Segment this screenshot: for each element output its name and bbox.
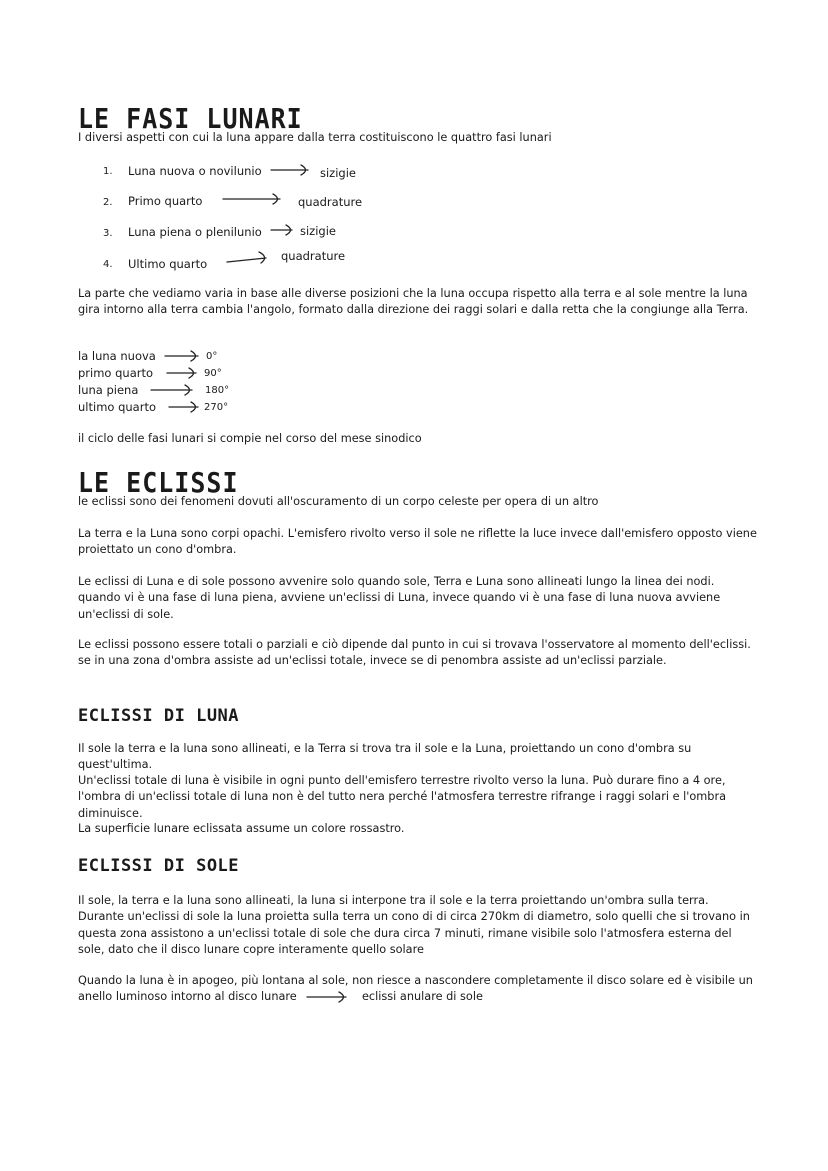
title-fasi-lunari: LE FASI LUNARI <box>78 102 303 135</box>
result-text: eclissi anulare di sole <box>361 990 483 1004</box>
subtitle-eclissi-di-sole: ECLISSI DI SOLE <box>78 856 240 876</box>
arrow-right-icon <box>270 163 314 177</box>
arrow-right-icon <box>306 990 352 1004</box>
arrow-right-icon <box>150 383 200 397</box>
list-item-type: quadrature <box>281 249 346 263</box>
paragraph: Le eclissi possono essere totali o parziali e ciò dipende dal punto in cui si trovava l'osservatore al momento dell'eclissi. se in una zona d'ombra assiste ad un'eclissi totale, invece se di penombra assiste ad un'eclissi parziale. <box>78 638 751 668</box>
list-item: Primo quarto <box>128 194 203 208</box>
paragraph: Il sole la terra e la luna sono allineati, e la Terra si trova tra il sole e la Luna, proiettando un cono d'ombra su quest'ultima. <box>78 742 692 772</box>
list-item: Luna piena o plenilunio <box>128 225 262 239</box>
paragraph-text: Quando la luna è in apogeo, più lontana al sole, non riesce a nascondere completamente il disco solare ed è visibile un anello luminoso intorno al disco lunare <box>78 974 753 1004</box>
arrow-right-icon <box>226 249 274 267</box>
angle-value: 180° <box>205 385 230 396</box>
arrow-right-icon <box>168 400 204 414</box>
list-item-number: 4. <box>103 259 113 270</box>
angle-label: primo quarto <box>78 366 154 380</box>
angle-label: la luna nuova <box>78 349 156 363</box>
paragraph: La superficie lunare eclissata assume un colore rossastro. <box>78 822 405 835</box>
list-item-number: 3. <box>103 228 113 239</box>
list-item-number: 2. <box>103 197 113 208</box>
paragraph: il ciclo delle fasi lunari si compie nel corso del mese sinodico <box>78 432 422 445</box>
list-item-type: sizigie <box>300 224 336 238</box>
arrow-right-icon <box>164 350 206 364</box>
paragraph: La terra e la Luna sono corpi opachi. L'emisfero rivolto verso il sole ne riflette la luce invece dall'emisfero opposto viene proiettato un cono d'ombra. <box>78 527 757 557</box>
paragraph: La parte che vediamo varia in base alle diverse posizioni che la luna occupa rispetto alla terra e al sole mentre la luna gira intorno alla terra cambia l'angolo, formato dalla direzione dei raggi solari e dalla retta che la congiunge alla Terra. <box>78 287 749 317</box>
intro-text: I diversi aspetti con cui la luna appare dalla terra costituiscono le quattro fasi lunari <box>78 131 552 144</box>
subtitle-eclissi-di-luna: ECLISSI DI LUNA <box>78 706 240 726</box>
title-eclissi: LE ECLISSI <box>78 466 239 499</box>
list-item-type: quadrature <box>298 195 363 209</box>
list-item-type: sizigie <box>320 166 356 180</box>
angle-value: 270° <box>204 402 229 413</box>
paragraph: Un'eclissi totale di luna è visibile in ogni punto dell'emisfero terrestre rivolto verso la luna. Può durare fino a 4 ore, l'ombra di un'eclissi totale di luna non è del tutto nera perché l'atmosfera terrestre rifrange i raggi solari e l'ombra diminuisce. <box>78 774 727 820</box>
angle-value: 0° <box>206 351 218 362</box>
paragraph <box>78 973 758 1006</box>
list-item: Luna nuova o novilunio <box>128 164 262 178</box>
arrow-right-icon <box>166 367 204 381</box>
angle-label: luna piena <box>78 383 139 397</box>
arrow-right-icon <box>270 223 298 237</box>
list-item-number: 1. <box>103 166 113 177</box>
angle-label: ultimo quarto <box>78 400 156 414</box>
paragraph: le eclissi sono dei fenomeni dovuti all'oscuramento di un corpo celeste per opera di un altro <box>78 495 599 508</box>
list-item: Ultimo quarto <box>128 257 208 271</box>
arrow-right-icon <box>222 192 288 206</box>
paragraph: Il sole, la terra e la luna sono allineati, la luna si interpone tra il sole e la terra proiettando un'ombra sulla terra. Durante un'eclissi di sole la luna proietta sulla terra un cono di di circa 270km di diametro, solo quelli che si trovano in questa zona assistono a un'eclissi totale di sole che dura circa 7 minuti, rimane visibile solo l'atmosfera esterna del sole, dato che il disco lunare copre interamente quello solare <box>78 894 750 956</box>
angle-value: 90° <box>204 368 222 379</box>
paragraph: Le eclissi di Luna e di sole possono avvenire solo quando sole, Terra e Luna sono allineati lungo la linea dei nodi. quando vi è una fase di luna piena, avviene un'eclissi di Luna, invece quando vi è una fase di luna nuova avviene un'eclissi di sole. <box>78 575 721 621</box>
